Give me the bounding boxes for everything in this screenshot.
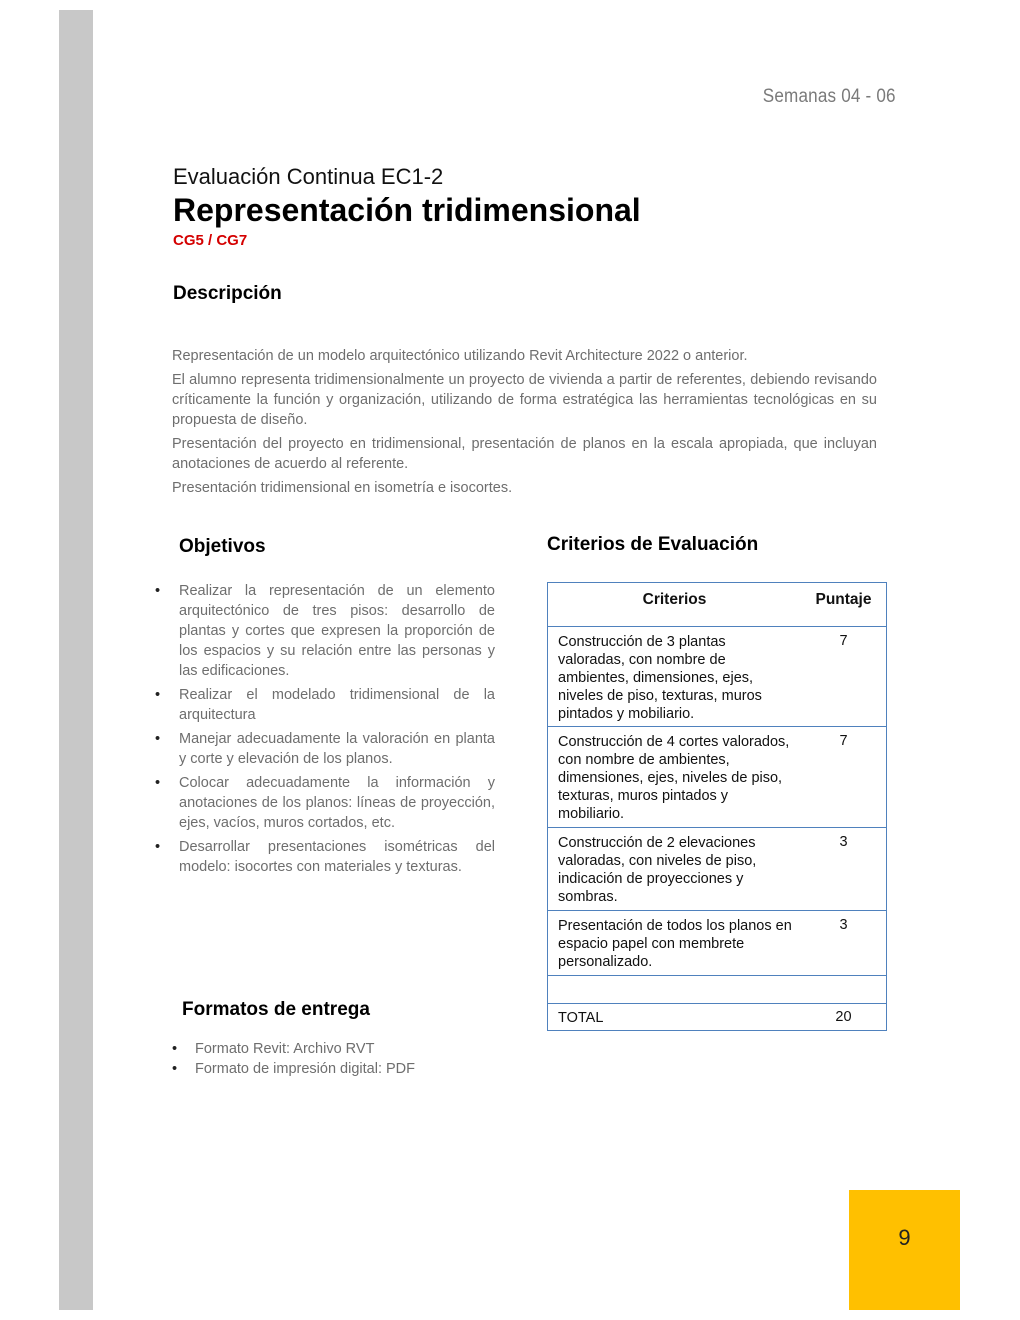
formats-list	[172, 1039, 415, 1079]
criteria-column-header: Criterios	[548, 583, 802, 627]
page-title: Representación tridimensional	[173, 192, 641, 228]
total-row	[548, 1004, 887, 1031]
evaluation-subtitle: Evaluación Continua EC1-2	[173, 164, 444, 189]
total-score: 20	[801, 1004, 887, 1031]
table-row	[548, 627, 887, 727]
page-side-bar	[59, 10, 93, 1310]
score-cell: 3	[801, 911, 887, 976]
criteria-table	[547, 582, 887, 1031]
score-column-header: Puntaje	[801, 583, 887, 627]
score-cell: 7	[801, 727, 887, 828]
empty-row	[548, 976, 887, 1004]
objective-item: • Realizar el modelado tridimensional de la arquitectura	[155, 685, 495, 725]
page-number: 9	[898, 1225, 911, 1250]
objective-item: • Manejar adecuadamente la valoración en planta y corte y elevación de los planos.	[155, 729, 495, 769]
page-number-box	[849, 1190, 960, 1310]
criteria-heading: Criterios de Evaluación	[547, 534, 759, 555]
empty-cell	[548, 976, 802, 1004]
description-paragraph: Presentación tridimensional en isometría e isocortes.	[172, 480, 513, 496]
objectives-heading: Objetivos	[179, 536, 266, 557]
table-row	[548, 911, 887, 976]
description-body	[172, 346, 877, 502]
score-cell: 7	[801, 627, 887, 727]
formats-heading: Formatos de entrega	[182, 999, 370, 1020]
objective-item: • Colocar adecuadamente la información y anotaciones de los planos: líneas de proyección, ejes, vacíos, muros cortados, etc.	[155, 773, 495, 833]
criteria-cell: Presentación de todos los planos en espacio papel con membrete personalizado.	[548, 911, 802, 976]
objective-item: • Realizar la representación de un elemento arquitectónico de tres pisos: desarrollo de plantas y cortes que expresen la proporción de los espacios y su relación entre las personas y las edificaciones.	[155, 581, 495, 681]
competency-codes: CG5 / CG7	[173, 232, 248, 249]
description-paragraph: El alumno representa tridimensionalmente un proyecto de vivienda a partir de referentes, debiendo revisando críticamente la función y organización, utilizando de forma estratégica las herramientas tecnológicas en su propuesta de diseño.	[172, 372, 877, 428]
objectives-list	[155, 581, 495, 881]
criteria-cell: Construcción de 4 cortes valorados, con nombre de ambientes, dimensiones, ejes, niveles de piso, texturas, muros pintados y mobiliario.	[548, 727, 802, 828]
format-item: • Formato Revit: Archivo RVT	[172, 1039, 415, 1059]
table-row	[548, 828, 887, 911]
empty-cell	[801, 976, 887, 1004]
description-paragraph: Presentación del proyecto en tridimensional, presentación de planos en la escala apropiada, que incluyan anotaciones de acuerdo al referente.	[172, 436, 877, 472]
score-cell: 3	[801, 828, 887, 911]
format-item: • Formato de impresión digital: PDF	[172, 1059, 415, 1079]
weeks-label: Semanas 04 - 06	[763, 86, 896, 107]
table-row	[548, 727, 887, 828]
criteria-cell: Construcción de 2 elevaciones valoradas, con niveles de piso, indicación de proyecciones y sombras.	[548, 828, 802, 911]
description-paragraph: Representación de un modelo arquitectónico utilizando Revit Architecture 2022 o anterior.	[172, 348, 748, 364]
total-label: TOTAL	[548, 1004, 802, 1031]
criteria-cell: Construcción de 3 plantas valoradas, con nombre de ambientes, dimensiones, ejes, niveles de piso, texturas, muros pintados y mobiliario.	[548, 627, 802, 727]
description-heading: Descripción	[173, 283, 282, 304]
criteria-header-row	[548, 583, 887, 627]
objective-item: • Desarrollar presentaciones isométricas del modelo: isocortes con materiales y texturas.	[155, 837, 495, 877]
